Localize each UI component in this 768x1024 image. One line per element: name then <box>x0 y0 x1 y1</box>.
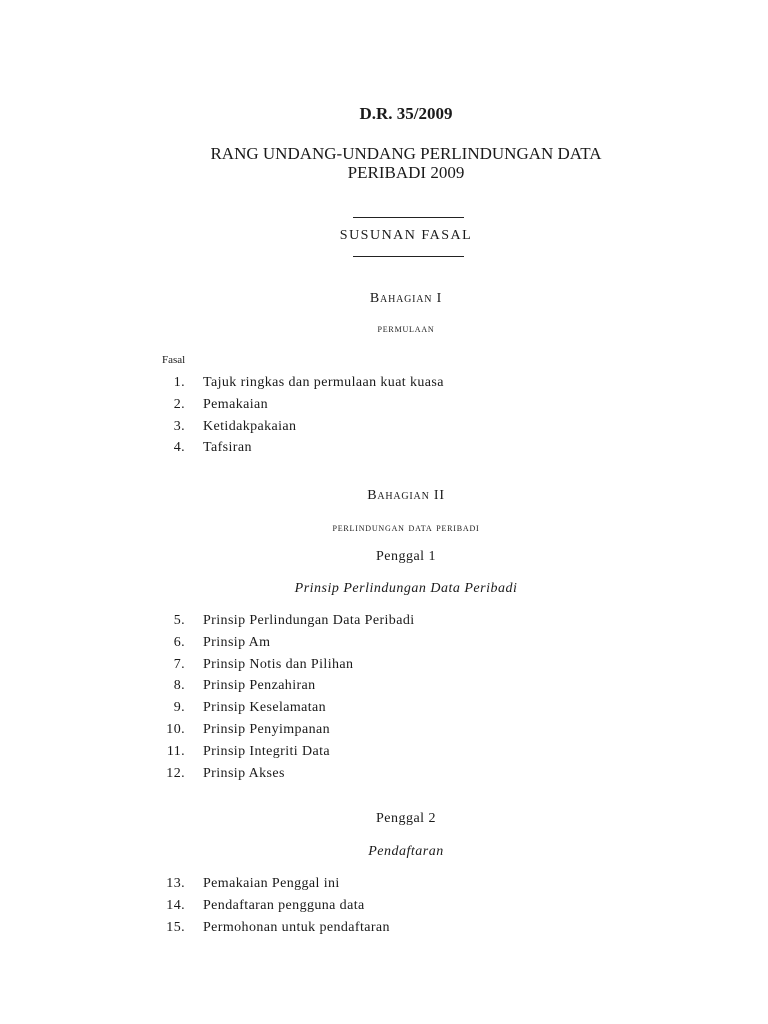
part-2-heading: Bahagian II <box>367 488 445 503</box>
bill-title-line-2: PERIBADI 2009 <box>347 163 465 182</box>
chapter-1-section-list <box>0 613 768 787</box>
part-1-name: permulaan <box>377 321 435 335</box>
section-title: Ketidakpakaian <box>203 418 297 434</box>
section-title: Permohonan untuk pendaftaran <box>203 919 390 935</box>
section-number: 5. <box>173 613 185 628</box>
section-title: Tafsiran <box>203 440 252 456</box>
bill-title <box>0 144 768 182</box>
section-title: Tajuk ringkas dan permulaan kuat kuasa <box>203 375 444 390</box>
section-title: Prinsip Notis dan Pilihan <box>203 656 354 672</box>
section-row <box>0 766 768 788</box>
section-number: 6. <box>173 634 185 650</box>
section-number: 2. <box>173 396 185 412</box>
section-row <box>0 613 768 635</box>
section-title: Prinsip Integriti Data <box>203 743 331 759</box>
part-1-section-list <box>0 375 768 462</box>
part-2-name: perlindungan data peribadi <box>332 520 480 534</box>
section-number: 11. <box>166 743 185 759</box>
section-number: 4. <box>173 440 185 456</box>
chapter-2-heading: Penggal 2 <box>375 811 437 826</box>
section-number: 9. <box>173 700 185 716</box>
bill-number: D.R. 35/2009 <box>359 104 453 123</box>
section-row <box>0 722 768 744</box>
section-row <box>0 397 768 419</box>
section-number: 7. <box>173 656 185 672</box>
arrangement-bottom-rule <box>353 256 464 257</box>
bill-title-line-1: RANG UNDANG-UNDANG PERLINDUNGAN DATA <box>210 144 602 163</box>
section-title: Pemakaian <box>203 396 269 412</box>
section-title: Prinsip Keselamatan <box>203 700 327 716</box>
section-row <box>0 678 768 700</box>
section-number: 8. <box>173 678 185 694</box>
section-title: Pendaftaran pengguna data <box>203 897 365 913</box>
section-number: 15. <box>166 919 185 935</box>
section-column-label: Fasal <box>162 354 186 366</box>
section-title: Prinsip Am <box>203 634 271 650</box>
section-number: 14. <box>166 897 185 913</box>
section-row <box>0 876 768 898</box>
section-title: Prinsip Akses <box>203 765 285 781</box>
section-row <box>0 920 768 942</box>
section-title: Prinsip Perlindungan Data Peribadi <box>203 613 415 628</box>
chapter-2-section-list <box>0 876 768 941</box>
arrangement-top-rule <box>353 217 464 218</box>
section-row <box>0 744 768 766</box>
section-number: 10. <box>166 721 185 737</box>
arrangement-title: SUSUNAN FASAL <box>339 228 473 243</box>
section-number: 1. <box>173 375 185 390</box>
section-row <box>0 700 768 722</box>
section-number: 13. <box>166 876 185 891</box>
section-title: Prinsip Penyimpanan <box>203 721 330 737</box>
section-title: Pemakaian Penggal ini <box>203 876 340 891</box>
section-number: 12. <box>166 765 185 781</box>
chapter-1-heading: Penggal 1 <box>375 549 437 564</box>
part-1-heading: Bahagian I <box>369 291 443 306</box>
section-row <box>0 440 768 462</box>
section-row <box>0 898 768 920</box>
section-row <box>0 419 768 441</box>
chapter-1-name: Prinsip Perlindungan Data Peribadi <box>294 581 518 596</box>
section-number: 3. <box>173 418 185 434</box>
section-row <box>0 635 768 657</box>
section-row <box>0 375 768 397</box>
section-title: Prinsip Penzahiran <box>203 678 316 694</box>
section-row <box>0 657 768 679</box>
chapter-2-name: Pendaftaran <box>368 844 444 859</box>
